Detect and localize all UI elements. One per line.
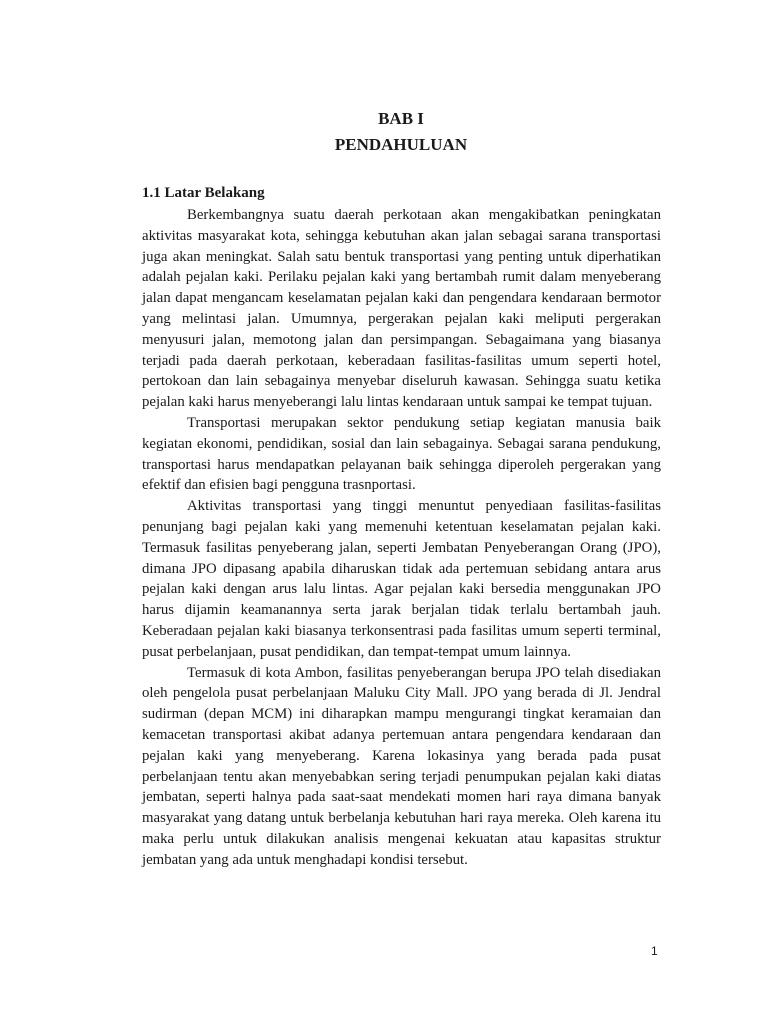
chapter-number: BAB I bbox=[378, 109, 424, 128]
body-text bbox=[142, 205, 661, 871]
chapter-title: PENDAHULUAN bbox=[334, 135, 468, 154]
paragraph: Termasuk di kota Ambon, fasilitas penyeberangan berupa JPO telah disediakan oleh pengelola pusat perbelanjaan Maluku City Mall. JPO yang berada di Jl. Jendral sudirman (depan MCM) ini diharapkan mampu mengurangi tingkat keramaian dan kemacetan transportasi akibat adanya pertemuan antara pengendara kendaraan dan pejalan kaki yang menyeberang. Karena lokasinya yang berada pada pusat perbelanjaan tentu akan menyebabkan sering terjadi penumpukan pejalan kaki diatas jembatan, seperti halnya pada saat-saat mendekati momen hari raya dimana banyak masyarakat yang datang untuk berbelanja kebutuhan hari raya mereka. Oleh karena itu maka perlu untuk dilakukan analisis mengenai kekuatan atau kapasitas struktur jembatan yang ada untuk menghadapi kondisi tersebut. bbox=[142, 664, 661, 868]
page-number: 1 bbox=[651, 944, 658, 958]
paragraph: Aktivitas transportasi yang tinggi menuntut penyediaan fasilitas-fasilitas penunjang bagi pejalan kaki yang memenuhi ketentuan keselamatan pejalan kaki. Termasuk fasilitas penyeberang jalan, seperti Jembatan Penyeberangan Orang (JPO), dimana JPO dipasang apabila diharuskan tidak ada pertemuan sebidang antara arus pejalan kaki dengan arus lalu lintas. Agar pejalan kaki bersedia menggunakan JPO harus dijamin keamanannya serta jarak berjalan tidak terlalu bertambah jauh. Keberadaan pejalan kaki biasanya terkonsentrasi pada fasilitas umum seperti terminal, pusat perbelanjaan, pusat pendidikan, dan tempat-tempat umum lainnya. bbox=[142, 498, 661, 660]
paragraph: Transportasi merupakan sektor pendukung setiap kegiatan manusia baik kegiatan ekonomi, pendidikan, sosial dan lain sebagainya. Sebagai sarana pendukung, transportasi harus mendapatkan pelayanan baik sehingga diperoleh pergerakan yang efektif dan efisien bagi pengguna trasnportasi. bbox=[142, 414, 661, 494]
section-heading: 1.1 Latar Belakang bbox=[142, 185, 265, 201]
paragraph: Berkembangnya suatu daerah perkotaan akan mengakibatkan peningkatan aktivitas masyarakat kota, sehingga kebutuhan akan jalan sebagai sarana transportasi juga akan meningkat. Salah satu bentuk transportasi yang penting untuk diperhatikan adalah pejalan kaki. Perilaku pejalan kaki yang bertambah rumit dalam menyeberang jalan dapat mengancam keselamatan pejalan kaki dan pengendara kendaraan bermotor yang melintasi jalan. Umumnya, pergerakan pejalan kaki meliputi pergerakan menyusuri jalan, memotong jalan dan persimpangan. Sebagaimana yang biasanya terjadi pada daerah perkotaan, keberadaan fasilitas-fasilitas umum seperti hotel, pertokoan dan lain sebagainya menyebar diseluruh kawasan. Sehingga suatu ketika pejalan kaki harus menyeberangi lalu lintas kendaraan untuk sampai ke tempat tujuan. bbox=[142, 207, 661, 411]
